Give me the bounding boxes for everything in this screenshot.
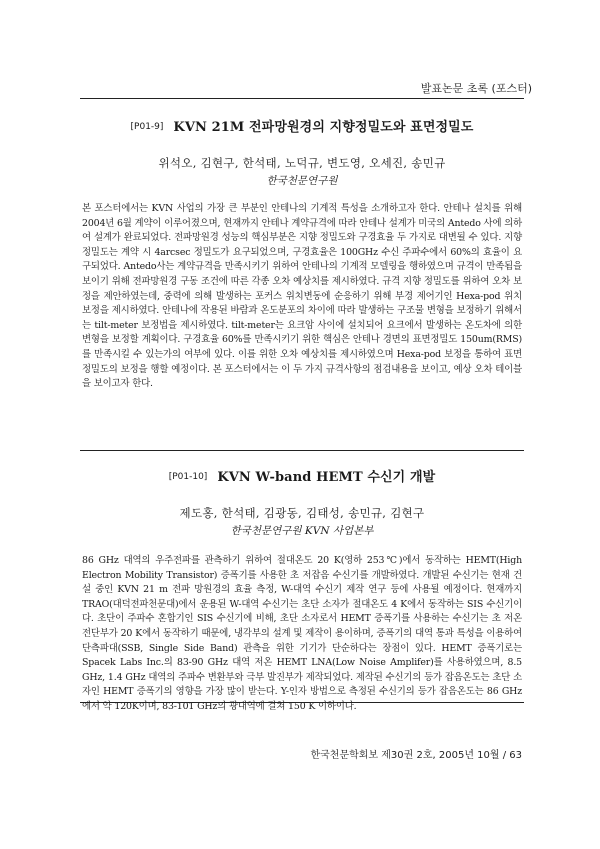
paper-abstract-text: 86 GHz 대역의 우주전파를 관측하기 위하여 절대온도 20 K(영하 253℃)에서 동작하는 HEMT(High Electron Mobility Transistor) 증폭기를 사용한 초 저잡음 수신기를 개발하였다. 개발된 수신기는 현재 건설 중인 KVN 21 m 전파 망원경의 효율 측정, W-대역 수신기 제작 연구 등에 사용될 예정이다. 현재까지 TRAO(대덕전파천문대)에서 운용된 W-대역 수신기는 초단 소자가 절대온도 4 K에서 동작하는 SIS 수신기이다. 초단이 주파수 혼합기인 SIS 수신기에 비해, 초단 소자로서 HEMT 증폭기를 사용하는 수신기는 초 저온 전단부가 20 K에서 동작하기 때문에, 냉각부의 설계 및 제작이 용이하며, 증폭기의 대역 통과 특성을 이용하여 단측파대(SSB, Single Side Band) 관측을 위한 기기가 단순하다는 장점이 있다. HEMT 증폭기로는 Spacek Labs Inc.의 83-90 GHz 대역 저온 HEMT LNA(Low Noise Amplifer)를 사용하였으며, 8.5 GHz, 1.4 GHz 대역의 주파수 변환부와 극부 발진부가 제작되었다. 제작된 수신기의 등가 잡음온도는 초단 소자인 HEMT 증폭기의 영향을 가장 많이 받는다. Y-인자 방법으로 측정된 수신기의 등가 잡음온도는 86 GHz에서 약 120K이며, 83-101 GHz의 광대역에 걸쳐 150 K 이하이다. bbox=[82, 555, 522, 712]
paper-title-row bbox=[82, 466, 522, 485]
page-footer: 한국천문학회보 제30권 2호, 2005년 10월 / 63 bbox=[310, 750, 522, 761]
paper-authors: 제도홍, 한석태, 김광동, 김태성, 송민규, 김현구 bbox=[179, 506, 425, 520]
running-header: 발표논문 초록 (포스터) bbox=[420, 82, 532, 95]
paper-authors: 위석오, 김현구, 한석태, 노덕규, 변도영, 오세진, 송민규 bbox=[158, 156, 446, 170]
paper-affiliation: 한국천문연구원 KVN 사업본부 bbox=[230, 525, 374, 537]
paper-title-row bbox=[82, 116, 522, 135]
paper-title: KVN 21M 전파망원경의 지향정밀도와 표면정밀도 bbox=[173, 120, 474, 135]
header-rule bbox=[80, 98, 524, 99]
paper-abstract-2 bbox=[82, 458, 522, 715]
paper-abstract-text: 본 포스터에서는 KVN 사업의 가장 큰 부분인 안테나의 기계적 특성을 소개하고자 한다. 안테나 설치를 위해 2004년 6월 계약이 이루어졌으며, 현재까지 안테나 계약규격에 따라 안테나 설계가 미국의 Antedo 사에 의하여 설계가 완료되었다. 전파망원경 성능의 핵심부분은 지향 정밀도와 구경효율 두 가지로 대변될 수 있다. 지향정밀도는 계약 시 4arcsec 정밀도가 요구되었으며, 구경효율은 100GHz 수신 주파수에서 60%의 효율이 요구되었다. Antedo사는 계약규격을 만족시키기 위하여 안테나의 기계적 모델링을 행하였으며 규격이 만족됨을 보이기 위해 전파망원경 구동 조건에 따른 각종 오차 예상치를 제시하였다. 규격 지향 정밀도를 위하여 오차 보정을 제안하였는데, 중력에 의해 발생하는 포커스 위치변동에 순응하기 위해 부경 제어기인 Hexa-pod 위치 보정을 제시하였다. 안테나에 작용된 바람과 온도분포의 차이에 따라 발생하는 구조물 변형을 보정하기 위해서는 tilt-meter 보정법을 제시하였다. tilt-meter는 요크암 사이에 설치되어 요크에서 발생하는 온도차에 의한 변형을 보정할 계획이다. 구경효율 60%를 만족시키기 위한 핵심은 안테나 경면의 표면정밀도 150um(RMS)를 만족시킬 수 있는가의 여부에 있다. 이를 위한 오차 예상치를 제시하였으며 Hexa-pod 보정을 통하여 표면정밀도의 보정을 행할 예정이다. 본 포스터에서는 이 두 가지 규격사항의 점검내용을 보이고, 예상 오차 테이블을 보이고자 한다. bbox=[82, 203, 523, 390]
paper-title: KVN W-band HEMT 수신기 개발 bbox=[217, 470, 436, 485]
section-divider bbox=[80, 702, 524, 703]
paper-affiliation: 한국천문연구원 bbox=[266, 175, 338, 187]
paper-code: [P01-10] bbox=[168, 472, 208, 482]
paper-abstract-1 bbox=[82, 108, 522, 392]
section-divider bbox=[80, 450, 524, 451]
paper-code: [P01-9] bbox=[130, 122, 164, 132]
